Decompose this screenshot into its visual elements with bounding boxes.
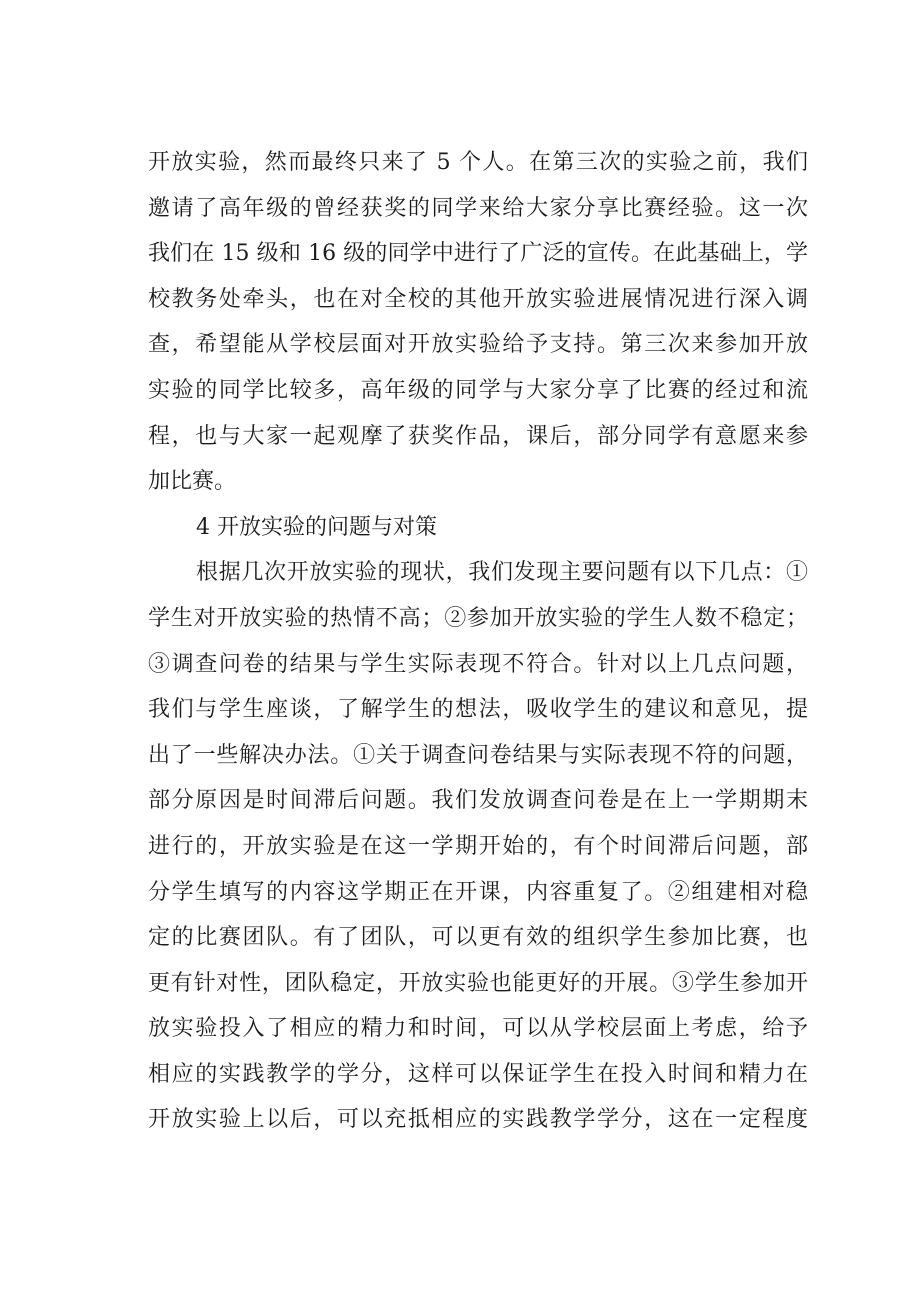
text-line: 实验的同学比较多，高年级的同学与大家分享了比赛的经过和流 (148, 377, 808, 403)
text-line: 我们在 15 级和 16 级的同学中进行了广泛的宣传。在此基础上，学 (148, 241, 808, 267)
text-line: 定的比赛团队。有了团队，可以更有效的组织学生参加比赛，也 (148, 925, 808, 951)
text-line: 相应的实践教学的学分，这样可以保证学生在投入时间和精力在 (148, 1061, 808, 1087)
text-line: 根据几次开放实验的现状，我们发现主要问题有以下几点：① (196, 560, 808, 586)
paragraph (148, 550, 808, 1143)
text-line: 校教务处牵头，也在对全校的其他开放实验进展情况进行深入调 (148, 286, 808, 312)
text-line: 邀请了高年级的曾经获奖的同学来给大家分享比赛经验。这一次 (148, 195, 808, 221)
text-line: 进行的，开放实验是在这一学期开始的，有个时间滞后问题，部 (148, 833, 808, 859)
text-line: 开放实验，然而最终只来了 5 个人。在第三次的实验之前，我们 (148, 150, 808, 175)
text-line: 更有针对性，团队稳定，开放实验也能更好的开展。③学生参加开 (148, 970, 808, 996)
text-line: ③调查问卷的结果与学生实际表现不符合。针对以上几点问题， (148, 651, 808, 677)
text-line: 放实验投入了相应的精力和时间，可以从学校层面上考虑，给予 (148, 1016, 808, 1042)
text-line: 学生对开放实验的热情不高；②参加开放实验的学生人数不稳定； (148, 605, 808, 631)
document-body (148, 140, 808, 1143)
text-line: 开放实验上以后，可以充抵相应的实践教学学分，这在一定程度 (148, 1107, 808, 1133)
text-line: 查，希望能从学校层面对开放实验给予支持。第三次来参加开放 (148, 332, 808, 358)
text-line: 出了一些解决办法。①关于调查问卷结果与实际表现不符的问题， (148, 742, 808, 768)
text-line: 程，也与大家一起观摩了获奖作品，课后，部分同学有意愿来参 (148, 423, 808, 449)
paragraph (148, 140, 808, 505)
section-heading: 4 开放实验的问题与对策 (196, 514, 437, 540)
text-line: 部分原因是时间滞后问题。我们发放调查问卷是在上一学期期末 (148, 788, 808, 814)
text-line: 分学生填写的内容这学期正在开课，内容重复了。②组建相对稳 (148, 879, 808, 905)
text-line: 我们与学生座谈，了解学生的想法，吸收学生的建议和意见，提 (148, 697, 808, 723)
text-line: 加比赛。 (148, 469, 237, 495)
